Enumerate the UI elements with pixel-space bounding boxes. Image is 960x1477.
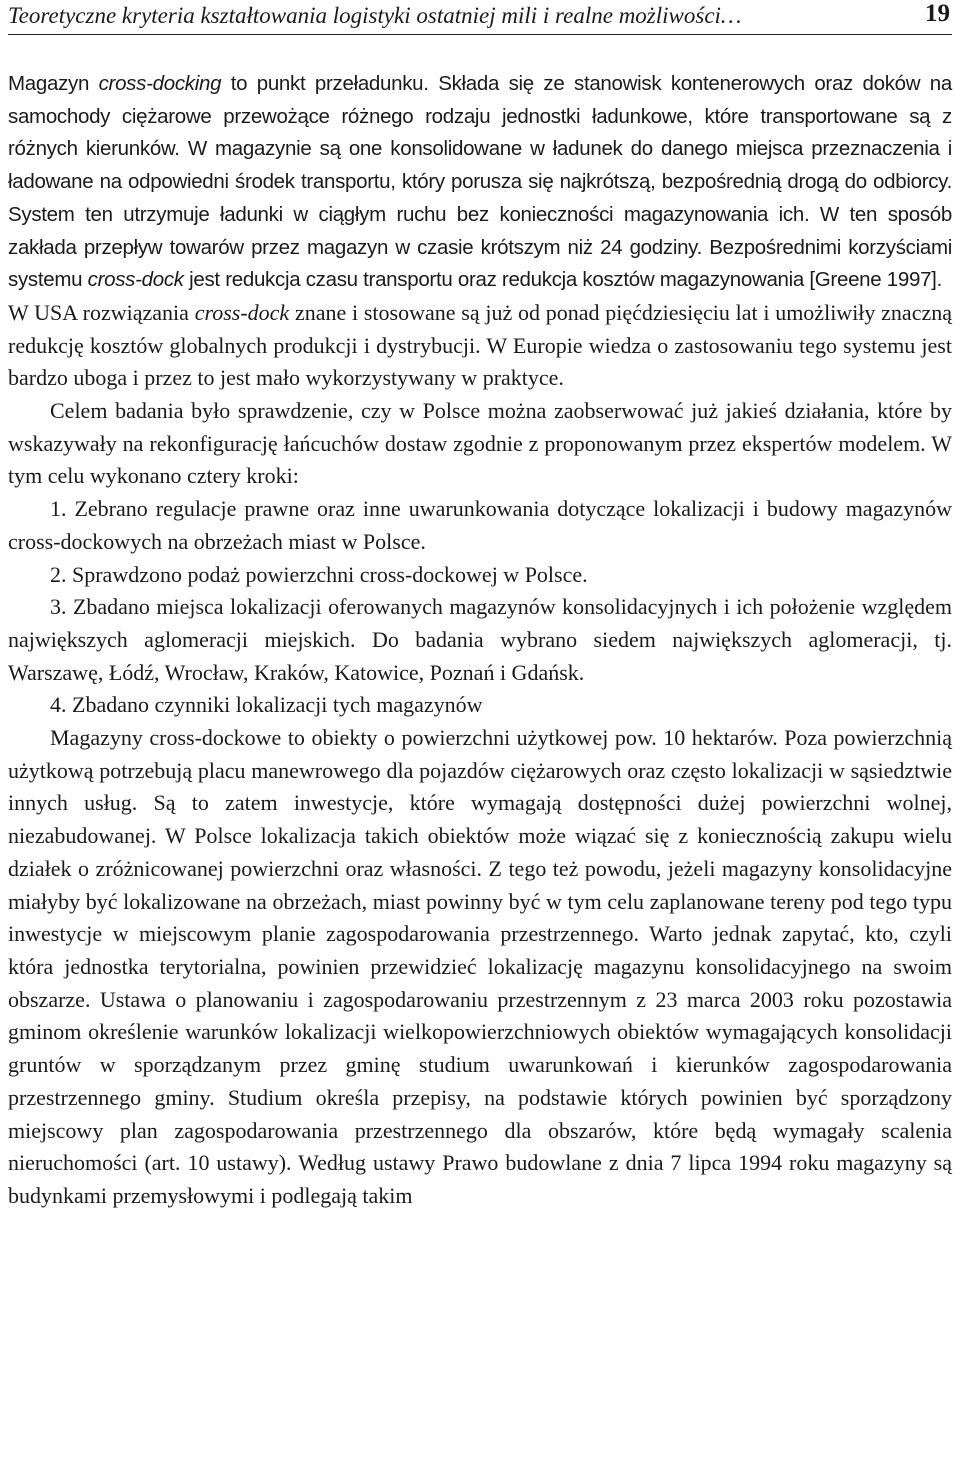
- text-run: znane i stosowane są już od ponad pięćdziesięciu lat i umożliwiły znaczną redukcję kosztów globalnych produkcji i dystrybucji. W Europie wiedza o zastosowaniu tego systemu jest bardzo uboga i przez to jest mało wykorzystywany w praktyce.: [8, 299, 952, 391]
- italic-term: cross-dock: [87, 268, 184, 292]
- page-number: 19: [925, 0, 950, 27]
- text-run: jest redukcja czasu transportu oraz redukcja kosztów magazynowania [Greene 1997].: [183, 268, 942, 292]
- paragraph-cross-docking-definition: [8, 68, 952, 297]
- list-item: 2. Sprawdzono podaż powierzchni cross-dockowej w Polsce.: [50, 561, 588, 587]
- paragraph-usa-europe: [8, 297, 952, 395]
- paragraph-research-aim: Celem badania było sprawdzenie, czy w Polsce można zaobserwować już jakieś działania, które by wskazywały na rekonfigurację łańcuchów dostaw zgodnie z proponowanym przez ekspertów modelem. W tym celu wykonano cztery kroki:: [8, 398, 952, 489]
- list-item: 3. Zbadano miejsca lokalizacji oferowanych magazynów konsolidacyjnych i ich położenie względem największych aglomeracji miejskich. Do badania wybrano siedem największych aglomeracji, tj. Warszawę, Łódź, Wrocław, Kraków, Katowice, Poznań i Gdańsk.: [8, 594, 952, 685]
- list-item: 1. Zebrano regulacje prawne oraz inne uwarunkowania dotyczące lokalizacji i budowy magazynów cross-dockowych na obrzeżach miast w Polsce.: [8, 496, 952, 554]
- list-item: 4. Zbadano czynniki lokalizacji tych magazynów: [50, 692, 483, 718]
- italic-term: cross-dock: [194, 299, 290, 325]
- paragraph-warehouse-location: Magazyny cross-dockowe to obiekty o powierzchni użytkowej pow. 10 hektarów. Poza powierzchnią użytkową potrzebują placu manewrowego dla pojazdów ciężarowych oraz często lokalizacji w sąsiedztwie innych usług. Są to zatem inwestycje, które wymagają dostępności dużej powierzchni wolnej, niezabudowanej. W Polsce lokalizacja takich obiektów może wiązać się z koniecznością zakupu wielu działek o zróżnicowanej powierzchni oraz własności. Z tego też powodu, jeżeli magazyny konsolidacyjne miałyby być lokalizowane na obrzeżach, miast powinny być w tym celu zaplanowane tereny pod tego typu inwestycje w miejscowym planie zagospodarowania przestrzennego. Warto jednak zapytać, kto, czyli która jednostka terytorialna, powinien przewidzieć lokalizację magazynu konsolidacyjnego na swoim obszarze. Ustawa o planowaniu i zagospodarowaniu przestrzennym z 23 marca 2003 roku pozostawia gminom określenie warunków lokalizacji wielkopowierzchniowych obiektów wymagających konsolidacji gruntów w sporządzanym przez gminę studium uwarunkowań i kierunków zagospodarowania przestrzennego gminy. Studium określa przepisy, na podstawie których powinien być sporządzony miejscowy plan zagospodarowania przestrzennego dla obszarów, które będą wymagały scalenia nieruchomości (art. 10 ustawy). Według ustawy Prawo budowlane z dnia 7 lipca 1994 roku magazyny są budynkami przemysłowymi i podlegają takim: [8, 725, 952, 1208]
- running-head: Teoretyczne kryteria kształtowania logistyki ostatniej mili i realne możliwości…: [8, 3, 742, 28]
- page-header: [8, 0, 952, 35]
- text-run: W USA rozwiązania: [8, 299, 195, 325]
- italic-term: cross-docking: [98, 72, 222, 95]
- text-run: Magazyn: [8, 72, 99, 95]
- text-run: to punkt przeładunku. Składa się ze stanowisk kontenerowych oraz doków na samochody ciężarowe przewożące różnego rodzaju jednostki ładunkowe, które transportowane są z różnych kierunków. W magazynie są one konsolidowane w ładunek do danego miejsca przeznaczenia i ładowane na odpowiedni środek transportu, który porusza się najkrótszą, bezpośrednią drogą do odbiorcy. System ten utrzymuje ładunki w ciągłym ruchu bez konieczności magazynowania ich. W ten sposób zakłada przepływ towarów przez magazyn w czasie krótszym niż 24 godziny. Bezpośrednimi korzyściami systemu: [8, 72, 952, 292]
- body-text: [8, 68, 952, 1213]
